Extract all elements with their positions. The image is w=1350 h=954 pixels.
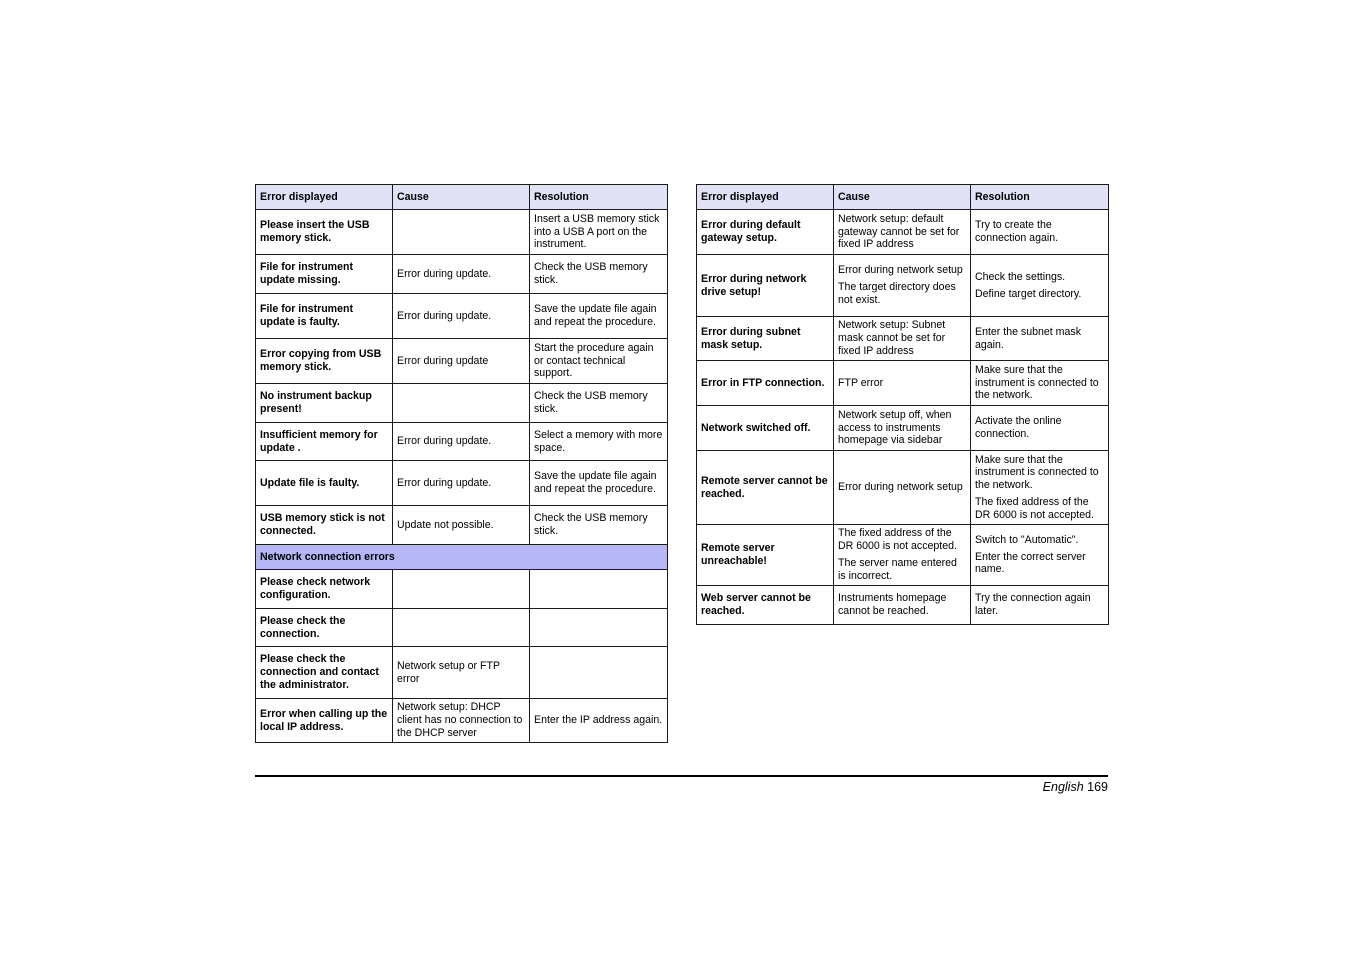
resolution-text: Make sure that the instrument is connected to the network. <box>975 453 1099 492</box>
cause-cell: Error during network setup <box>834 451 971 525</box>
page-number: 169 <box>1087 780 1108 794</box>
cause-cell <box>393 384 530 423</box>
error-cell: Web server cannot be reached. <box>697 586 834 625</box>
table-row <box>256 647 668 699</box>
table-row <box>256 461 668 506</box>
table-row <box>256 699 668 743</box>
resolution-cell: Check the USB memory stick. <box>530 384 668 423</box>
resolution-cell <box>971 255 1109 317</box>
resolution-cell <box>530 647 668 699</box>
resolution-cell: Select a memory with more space. <box>530 423 668 461</box>
cause-cell <box>393 210 530 255</box>
error-cell: Please check network configuration. <box>256 570 393 609</box>
resolution-text-2: Enter the correct server name. <box>975 550 1086 576</box>
cause-cell: Network setup off, when access to instruments homepage via sidebar <box>834 406 971 451</box>
table-row <box>256 384 668 423</box>
table-row <box>256 609 668 647</box>
table-row <box>256 506 668 545</box>
table-row <box>697 525 1109 586</box>
cause-cell: Error during update. <box>393 255 530 294</box>
header-cause: Cause <box>834 185 971 210</box>
error-cell: Update file is faulty. <box>256 461 393 506</box>
error-cell: Error during default gateway setup. <box>697 210 834 255</box>
cause-cell: Network setup: Subnet mask cannot be set for fixed IP address <box>834 317 971 361</box>
header-error-displayed: Error displayed <box>697 185 834 210</box>
error-cell: Please check the connection and contact the administrator. <box>256 647 393 699</box>
resolution-cell: Make sure that the instrument is connected to the network. <box>971 361 1109 406</box>
table-row <box>256 255 668 294</box>
section-title-network-connection-errors: Network connection errors <box>256 545 668 570</box>
table-row <box>256 570 668 609</box>
cause-cell: FTP error <box>834 361 971 406</box>
error-cell: Please check the connection. <box>256 609 393 647</box>
resolution-text-2: Define target directory. <box>975 287 1082 300</box>
resolution-cell: Try the connection again later. <box>971 586 1109 625</box>
resolution-cell: Enter the subnet mask again. <box>971 317 1109 361</box>
footer-language: English <box>1042 780 1084 794</box>
cause-cell: Update not possible. <box>393 506 530 545</box>
table-row <box>697 361 1109 406</box>
error-cell: File for instrument update is faulty. <box>256 294 393 339</box>
table-header-row <box>256 185 668 210</box>
error-cell: Remote server cannot be reached. <box>697 451 834 525</box>
cause-text-2: The server name entered is incorrect. <box>838 557 957 582</box>
resolution-cell <box>530 609 668 647</box>
header-cause: Cause <box>393 185 530 210</box>
cause-cell <box>393 609 530 647</box>
cause-text: The fixed address of the DR 6000 is not accepted. <box>838 527 957 553</box>
cause-text-2: The target directory does not exist. <box>838 281 956 306</box>
error-cell: Please insert the USB memory stick. <box>256 210 393 255</box>
resolution-cell <box>971 525 1109 586</box>
error-cell: USB memory stick is not connected. <box>256 506 393 545</box>
resolution-text-2: The fixed address of the DR 6000 is not accepted. <box>975 495 1094 521</box>
cause-cell: Error during update. <box>393 294 530 339</box>
footer-rule <box>255 775 1108 777</box>
error-cell: Network switched off. <box>697 406 834 451</box>
error-cell: Error when calling up the local IP address. <box>256 699 393 743</box>
error-cell: Remote server unreachable! <box>697 525 834 586</box>
resolution-cell: Activate the online connection. <box>971 406 1109 451</box>
resolution-cell <box>971 451 1109 525</box>
cause-text: Error during network setup <box>838 264 963 277</box>
cause-cell <box>834 255 971 317</box>
cause-cell: Instruments homepage cannot be reached. <box>834 586 971 625</box>
table-row <box>697 317 1109 361</box>
resolution-cell: Check the USB memory stick. <box>530 255 668 294</box>
cause-cell: Error during update. <box>393 423 530 461</box>
cause-cell: Network setup or FTP error <box>393 647 530 699</box>
resolution-cell: Try to create the connection again. <box>971 210 1109 255</box>
cause-cell <box>834 525 971 586</box>
cause-cell: Network setup: default gateway cannot be set for fixed IP address <box>834 210 971 255</box>
section-header-row <box>256 545 668 570</box>
error-cell: Error during subnet mask setup. <box>697 317 834 361</box>
table-row <box>256 294 668 339</box>
resolution-cell: Save the update file again and repeat the procedure. <box>530 294 668 339</box>
resolution-text: Switch to "Automatic". <box>975 533 1079 546</box>
resolution-text: Check the settings. <box>975 270 1066 283</box>
table-row <box>256 210 668 255</box>
error-cell: Error in FTP connection. <box>697 361 834 406</box>
table-row <box>697 210 1109 255</box>
resolution-cell: Enter the IP address again. <box>530 699 668 743</box>
cause-cell: Network setup: DHCP client has no connection to the DHCP server <box>393 699 530 743</box>
cause-cell <box>393 570 530 609</box>
error-table-left <box>255 184 668 743</box>
header-resolution: Resolution <box>971 185 1109 210</box>
table-row <box>697 406 1109 451</box>
resolution-cell: Insert a USB memory stick into a USB A port on the instrument. <box>530 210 668 255</box>
resolution-cell: Check the USB memory stick. <box>530 506 668 545</box>
table-row <box>697 255 1109 317</box>
page-footer <box>1043 780 1108 794</box>
cause-cell: Error during update <box>393 339 530 384</box>
table-row <box>697 451 1109 525</box>
error-cell: No instrument backup present! <box>256 384 393 423</box>
header-resolution: Resolution <box>530 185 668 210</box>
error-table-right <box>696 184 1109 625</box>
resolution-cell <box>530 570 668 609</box>
header-error-displayed: Error displayed <box>256 185 393 210</box>
error-cell: Error copying from USB memory stick. <box>256 339 393 384</box>
cause-cell: Error during update. <box>393 461 530 506</box>
table-row <box>256 339 668 384</box>
table-row <box>256 423 668 461</box>
error-cell: Error during network drive setup! <box>697 255 834 317</box>
table-header-row <box>697 185 1109 210</box>
resolution-cell: Save the update file again and repeat the procedure. <box>530 461 668 506</box>
resolution-cell: Start the procedure again or contact technical support. <box>530 339 668 384</box>
table-row <box>697 586 1109 625</box>
error-cell: Insufficient memory for update . <box>256 423 393 461</box>
error-cell: File for instrument update missing. <box>256 255 393 294</box>
